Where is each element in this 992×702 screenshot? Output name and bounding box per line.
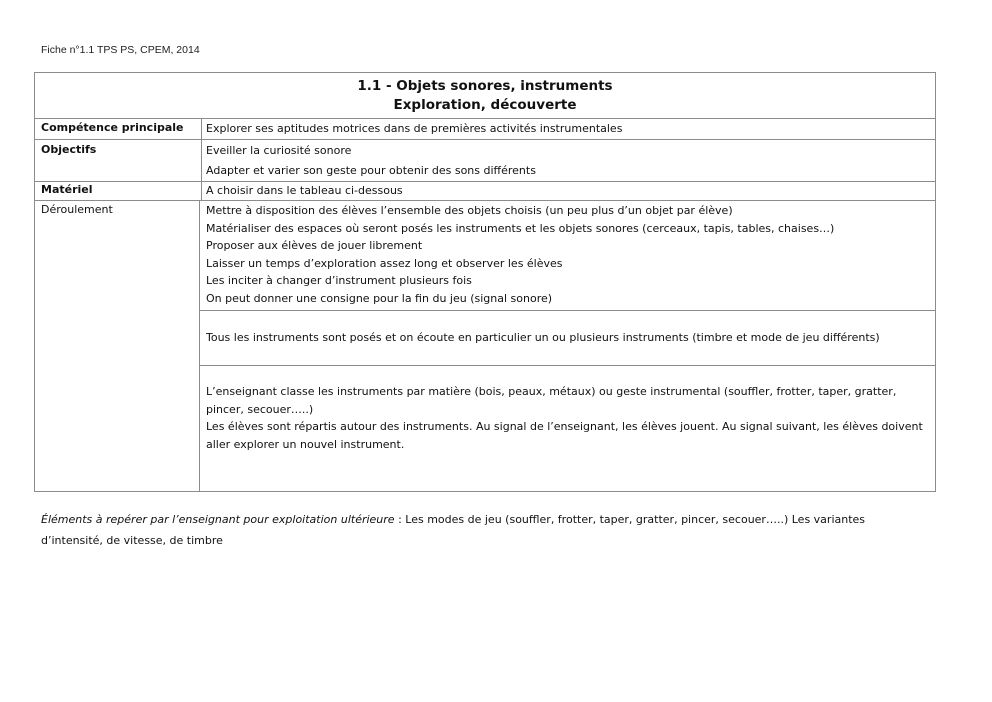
- deroulement-section-3: [200, 366, 935, 492]
- table-header: [35, 73, 935, 119]
- step-item: Matérialiser des espaces où seront posés les instruments et les objets sonores (cerceaux, tapis, tables, chaises…): [206, 221, 835, 235]
- step-item: Proposer aux élèves de jouer librement: [206, 239, 423, 252]
- step-item: Les inciter à changer d’instrument plusieurs fois: [206, 274, 472, 287]
- document-reference: Fiche n°1.1 TPS PS, CPEM, 2014: [41, 44, 200, 56]
- row-objectifs: [35, 140, 935, 182]
- header-title: 1.1 - Objets sonores, instruments: [357, 78, 613, 94]
- row-value: [206, 141, 929, 181]
- deroulement-section-1: [200, 201, 935, 311]
- objective-item: Adapter et varier son geste pour obtenir des sons différents: [206, 164, 536, 177]
- footer-note-text: : Les modes de jeu (souffler, frotter, taper, gratter, pincer, secouer…..) Les variantes d’intensité, de vitesse, de timbre: [41, 513, 866, 547]
- step-item: L’enseignant classe les instruments par matière (bois, peaux, métaux) ou geste instrumental (souffler, frotter, taper, gratter, pincer, secouer…..): [206, 385, 897, 416]
- row-materiel: [35, 182, 935, 201]
- step-item: On peut donner une consigne pour la fin du jeu (signal sonore): [206, 291, 553, 305]
- footer-note-label: Éléments à repérer par l’enseignant pour exploitation ultérieure: [41, 513, 395, 526]
- row-label: Déroulement: [41, 203, 113, 216]
- deroulement-section-2: [200, 311, 935, 366]
- step-item: Laisser un temps d’exploration assez long et observer les élèves: [206, 256, 563, 270]
- row-competence: [35, 119, 935, 140]
- row-value: Explorer ses aptitudes motrices dans de premières activités instrumentales: [206, 122, 623, 135]
- activity-table: [34, 72, 936, 492]
- step-item: Mettre à disposition des élèves l’ensemble des objets choisis (un peu plus d’un objet par élève): [206, 204, 733, 217]
- row-label: Objectifs: [41, 143, 97, 156]
- row-label: Matériel: [41, 183, 93, 196]
- header-subtitle: Exploration, découverte: [393, 97, 577, 113]
- row-label: Compétence principale: [41, 121, 184, 134]
- step-item: Les élèves sont répartis autour des instruments. Au signal de l’enseignant, les élèves jouent. Au signal suivant, les élèves doivent aller explorer un nouvel instrument.: [206, 420, 923, 451]
- footer-note: [41, 509, 921, 551]
- row-value: A choisir dans le tableau ci-dessous: [206, 184, 403, 197]
- step-text: Tous les instruments sont posés et on écoute en particulier un ou plusieurs instruments (timbre et mode de jeu différents): [206, 331, 880, 344]
- objective-item: Eveiller la curiosité sonore: [206, 144, 352, 157]
